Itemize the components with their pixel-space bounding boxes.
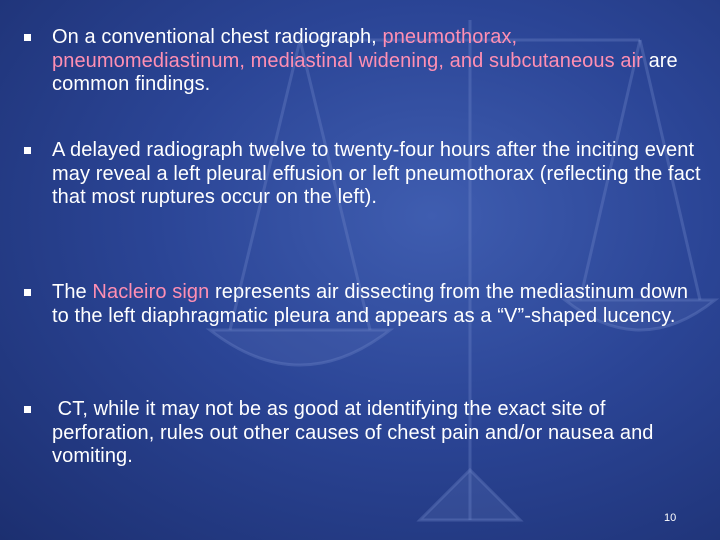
highlighted-term: Nacleiro sign — [92, 281, 210, 303]
bullet-text-part: CT, while it may not be as good at identifying the exact site of perforation, rules out other causes of chest pain and/or nausea and vomiting. — [52, 398, 660, 467]
bullet-text-part: represents air dissecting from the mediastinum down to the left diaphragmatic pleura and appears as a “V”-shaped lucency. — [52, 281, 689, 327]
square-bullet-icon — [24, 34, 31, 41]
square-bullet-icon — [24, 147, 31, 154]
bullet-text — [52, 281, 702, 328]
highlighted-terms: pneumothorax, pneumomediastinum, mediastinal widening, and subcutaneous air — [52, 26, 643, 72]
bullet-text-part: The — [52, 281, 93, 303]
bullet-text — [52, 398, 702, 469]
bullet-text-part: On a conventional chest radiograph, — [52, 26, 383, 48]
bullet-text-part: are common findings. — [52, 49, 678, 95]
bullet-text-part: A delayed radiograph twelve to twenty-four hours after the inciting event may reveal a left pleural effusion or left pneumothorax (reflecting the fact that most ruptures occur on the left). — [52, 139, 701, 208]
page-number: 10 — [664, 512, 677, 524]
square-bullet-icon — [24, 289, 31, 296]
bullet-text — [52, 139, 702, 210]
bullet-text — [52, 26, 702, 97]
square-bullet-icon — [24, 406, 31, 413]
